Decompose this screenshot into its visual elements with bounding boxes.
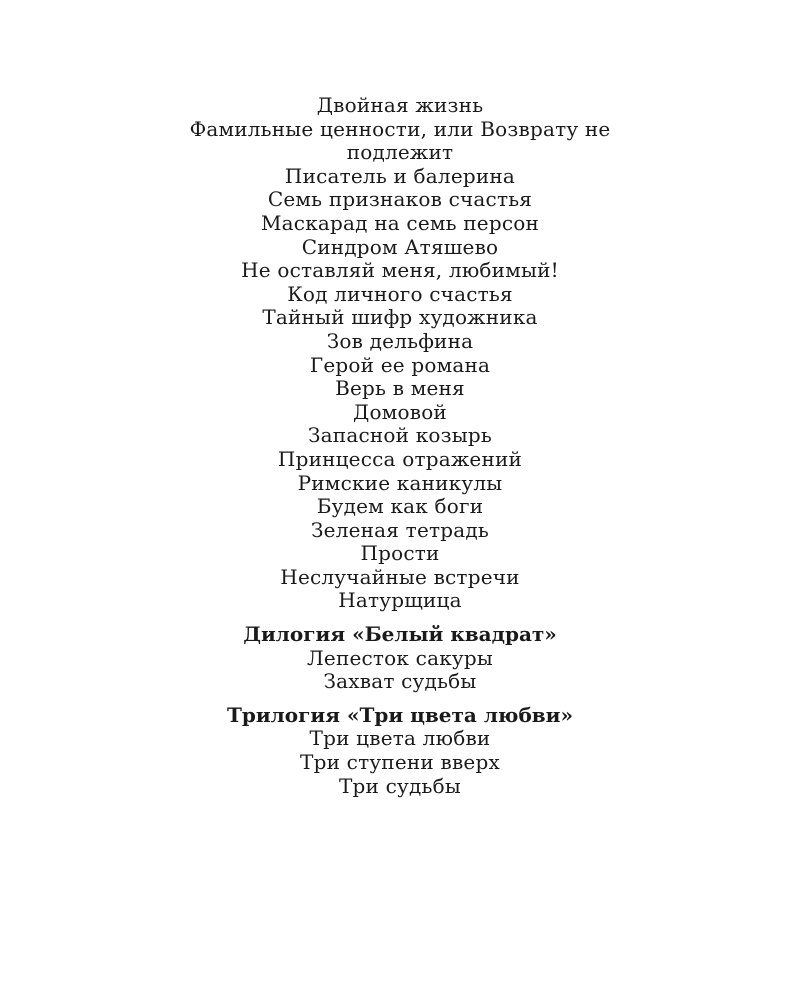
dilogy-section bbox=[150, 623, 650, 694]
book-title: Верь в меня bbox=[335, 376, 465, 401]
book-title: Прости bbox=[360, 541, 440, 566]
book-title: Синдром Атяшево bbox=[301, 234, 499, 259]
book-title: Три цвета любви bbox=[309, 726, 491, 751]
book-list bbox=[150, 94, 650, 798]
book-list-page bbox=[0, 94, 800, 798]
trilogy-titles bbox=[150, 727, 650, 798]
book-title: Запасной козырь bbox=[308, 423, 492, 448]
book-title: Будем как боги bbox=[316, 494, 484, 519]
book-title: Тайный шифр художника bbox=[262, 305, 538, 330]
book-title: Писатель и балерина bbox=[284, 163, 516, 188]
book-title: Захват судьбы bbox=[323, 669, 477, 694]
book-title: Неслучайные встречи bbox=[280, 564, 520, 589]
standalone-titles bbox=[150, 94, 650, 613]
book-title: Домовой bbox=[353, 399, 447, 424]
dilogy-heading: Дилогия «Белый квадрат» bbox=[243, 622, 557, 647]
dilogy-titles bbox=[150, 647, 650, 694]
book-title: Семь признаков счастья bbox=[267, 187, 533, 212]
book-title: Герой ее романа bbox=[309, 352, 491, 377]
book-title: Три ступени вверх bbox=[300, 750, 500, 775]
book-title: Три судьбы bbox=[339, 773, 461, 798]
book-title: Зеленая тетрадь bbox=[311, 517, 489, 542]
book-title: Код личного счастья bbox=[287, 281, 513, 306]
book-title: Двойная жизнь bbox=[316, 93, 484, 117]
book-title: Маскарад на семь персон bbox=[260, 210, 540, 235]
book-title: Лепесток сакуры bbox=[307, 645, 493, 670]
book-title: Принцесса отражений bbox=[277, 446, 523, 471]
book-title: Зов дельфина bbox=[326, 328, 474, 353]
trilogy-section bbox=[150, 704, 650, 798]
book-title: Фамильные ценности, или Возврату не подлежит bbox=[189, 116, 611, 165]
book-title: Римские каникулы bbox=[297, 470, 503, 495]
book-title: Не оставляй меня, любимый! bbox=[241, 258, 559, 283]
book-title: Натурщица bbox=[338, 588, 462, 613]
trilogy-heading: Трилогия «Три цвета любви» bbox=[226, 702, 574, 727]
